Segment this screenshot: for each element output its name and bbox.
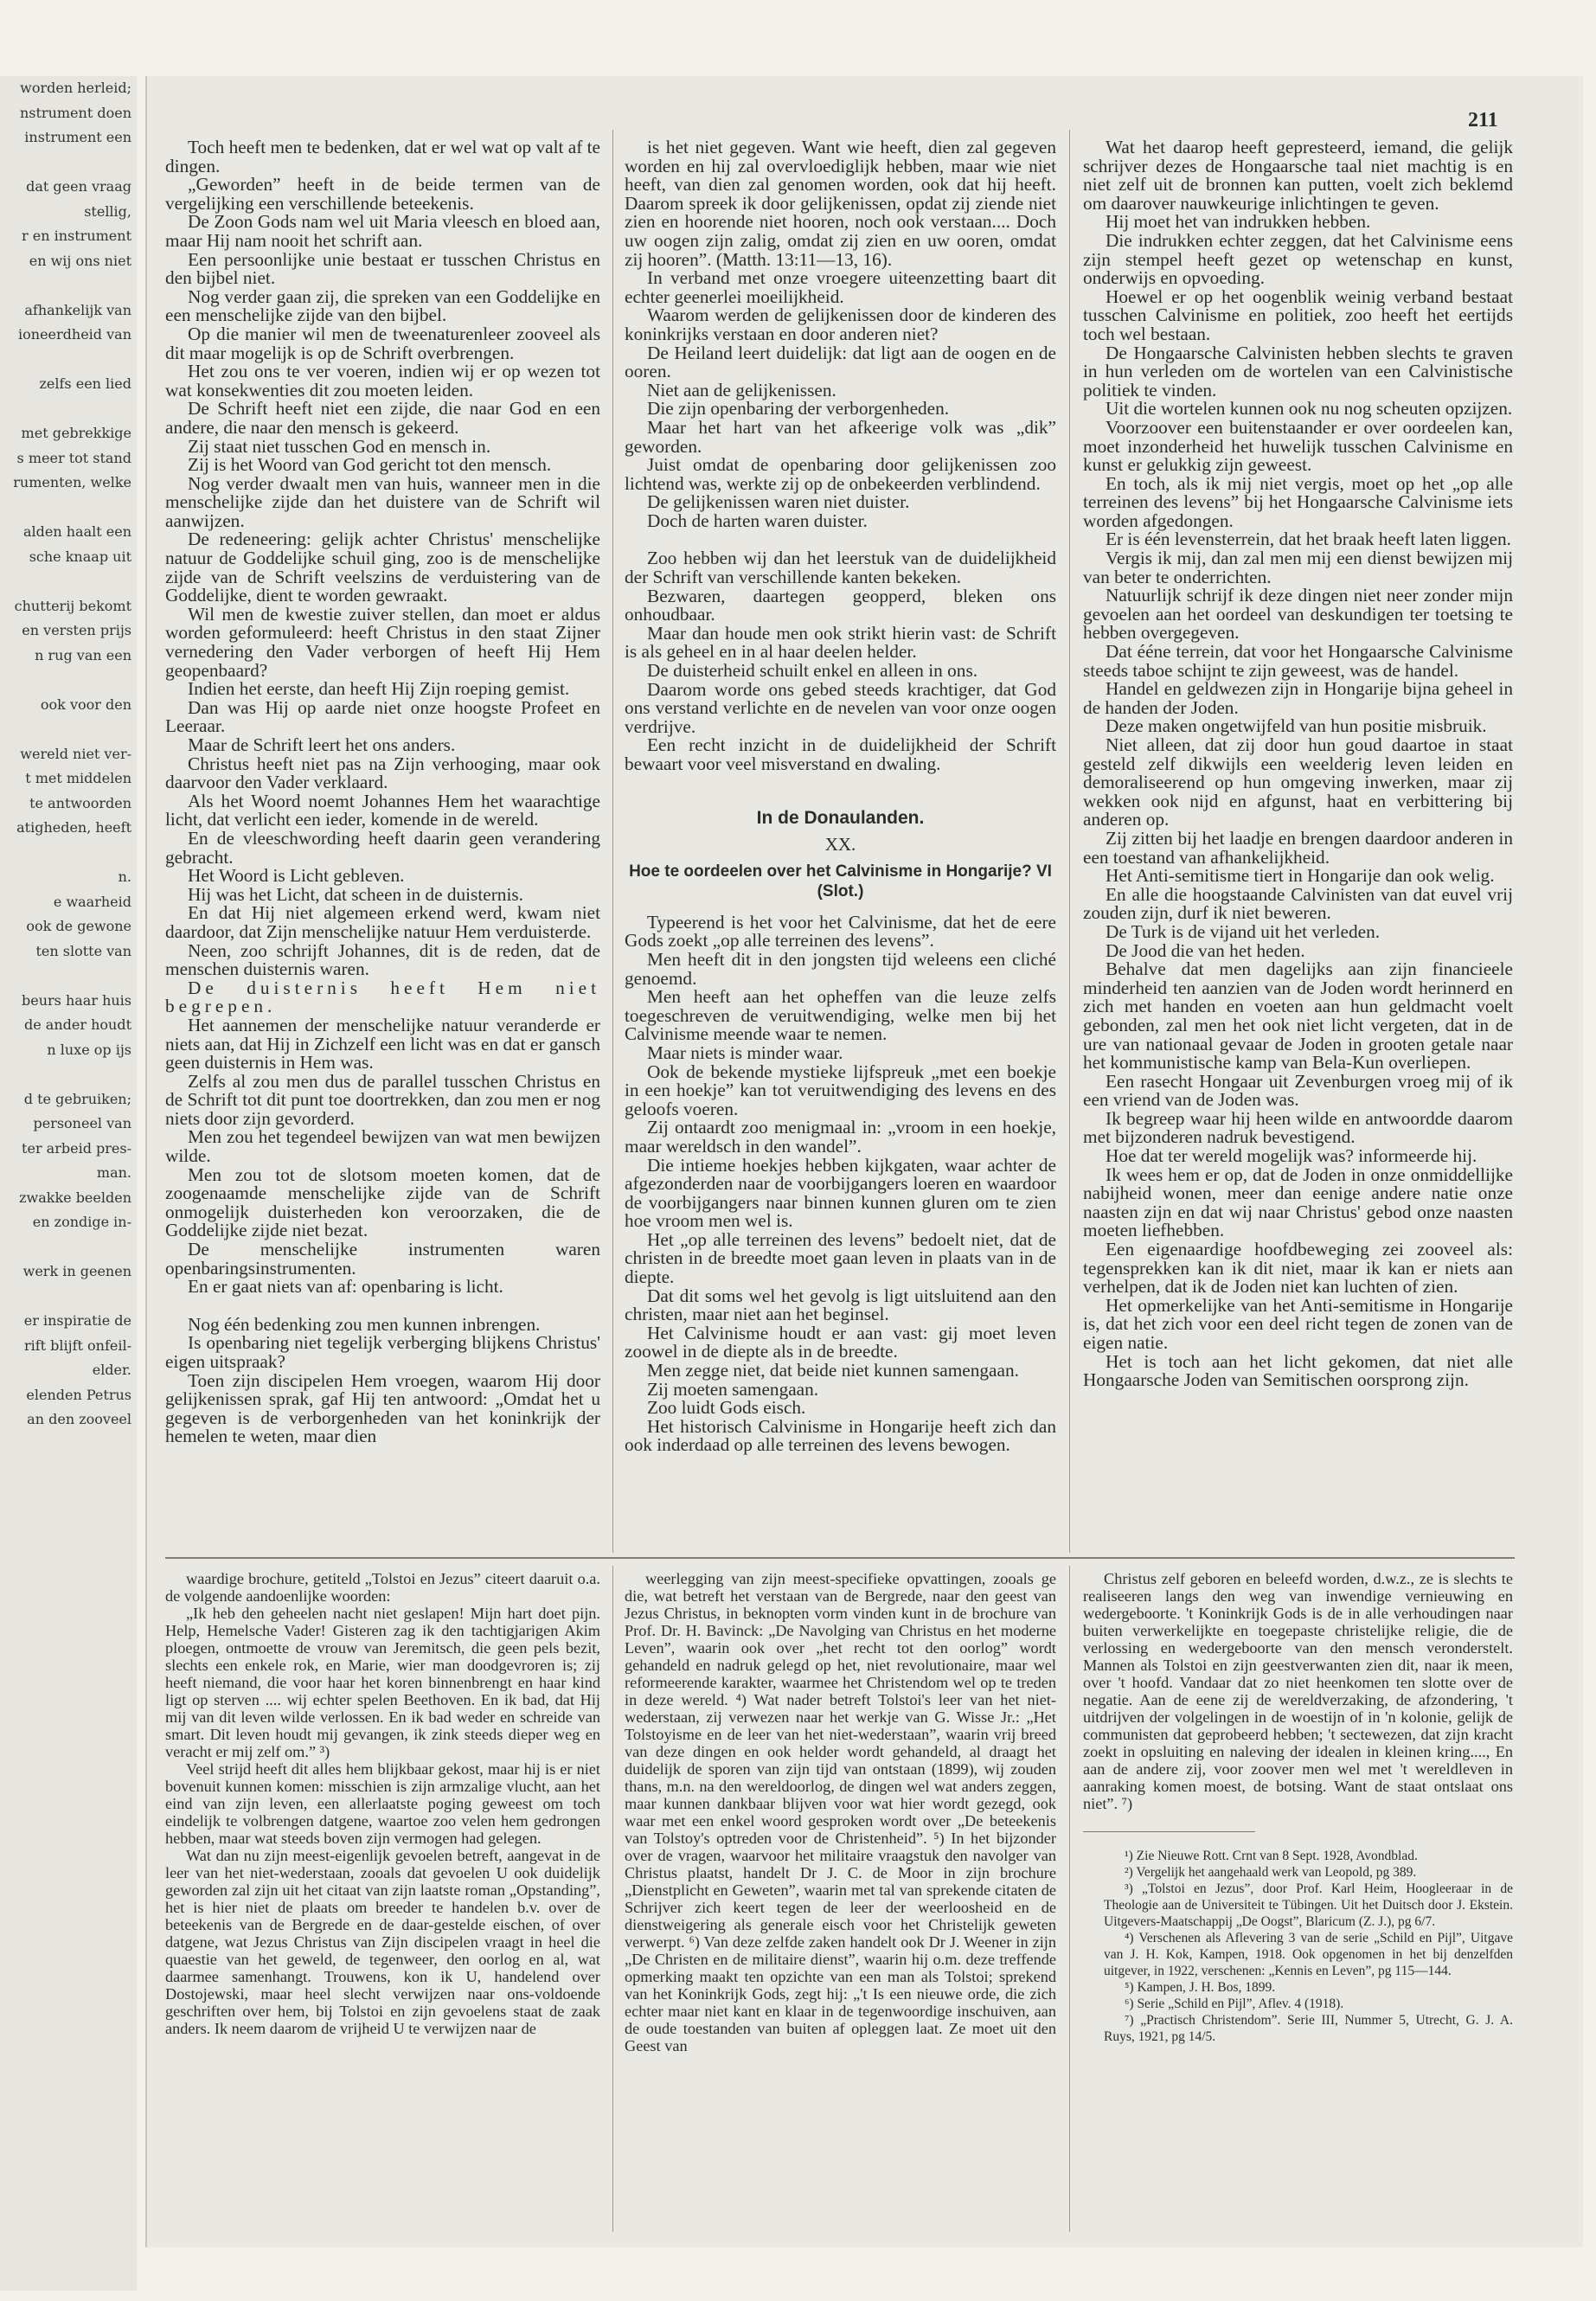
- paragraph: De duisternis heeft Hem niet begrepen.: [165, 977, 600, 1017]
- footnote: ¹) Zie Nieuwe Rott. Crnt van 8 Sept. 1928, Avondblad.: [1125, 1849, 1418, 1863]
- edge-text-fragment: en versten prijs: [22, 622, 131, 638]
- paragraph: „Ik heb den geheelen nacht niet geslapen! Mijn hart doet pijn. Help, Hemelsche Vader! Gisteren zag ik den tachtigjarigen Akim ploegen, ontmoette de vrouw van Jeremitsch, die geen pels bezit, slechts een enkele rok, en Marie, wier man doodgevroren is; zij heeft niemand, die voor haar het koren binnenbrengt en haar kind ligt op sterven .... wij echter spelen Beethoven. En ik bad, dat Hij mij van dit leven wilde verlossen. En ik bad weder en schreide van smart. Dit leven houdt mij gevangen, ik zink steeds dieper weg en veracht er mij zelf om.” ³): [165, 1605, 600, 1760]
- paragraph: Zij zitten bij het laadje en brengen daardoor anderen in een toestand van afhankelijkheid.: [1083, 827, 1513, 868]
- edge-text-fragment: zelfs een lied: [39, 375, 131, 392]
- edge-text-fragment: rift blijft onfeil-: [23, 1336, 131, 1354]
- paragraph: Daarom worde ons gebed steeds krachtiger, dat God ons verstand verlichte en de nevelen van voor onze oogen verdrijve.: [625, 678, 1056, 737]
- edge-text-fragment: elenden Petrus: [26, 1386, 131, 1403]
- edge-text-fragment: elder.: [92, 1362, 131, 1378]
- paragraph: Toch heeft men te bedenken, dat er wel wat op valt af te dingen.: [165, 138, 600, 176]
- paragraph: Wat dan nu zijn meest-eigenlijk gevoelen betreft, aangevat in de leer van het niet-wederstaan, zooals dat gevoelen U ook duidelijk geworden zal zijn uit het citaat van zijn laatste roman „Opstanding”, het is hier niet de plaats om breeder te handelen b.v. over de beteekenis van de Bergrede en de daar-gestelde eischen, of over datgene, wat Jezus Christus van Zijn discipelen vraagt in heel die quaestie van het geweld, de tegenweer, den oorlog en al, wat daarmee samenhangt. Trouwens, kon ik U, handelend over Dostojewski, maar heel slecht verwijzen naar ons-voldoende geschriften over hem, bij Tolstoi en zijn gevoelens staat de zaak anders. Ik neem daarom de vrijheid U te verwijzen naar de: [165, 1847, 600, 2037]
- edge-text-fragment: wereld niet ver-: [20, 745, 131, 762]
- paragraph: Wat het daarop heeft gepresteerd, iemand, die gelijk schrijver dezes de Hongaarsche taal niet machtig is en niet zelf uit de bronnen kan putten, voelt zich beklemd om daarover nauwkeurige inlichtingen te geven.: [1083, 138, 1513, 214]
- edge-text-fragment: n rug van een: [35, 646, 131, 663]
- paragraph: Het „op alle terreinen des levens” bedoelt niet, dat de christen in de breedte moet gaan leven in plaats van in de diepte.: [625, 1228, 1056, 1288]
- paragraph: Men heeft aan het opheffen van die leuze zelfs toegeschreven de veruitwendiging, welke men bij het Calvinisme meende waar te nemen.: [625, 986, 1056, 1045]
- section-subtitle: Hoe te oordeelen over het Calvinisme in Hongarije? VI (Slot.): [629, 862, 1052, 901]
- paragraph: Doch de harten waren duister.: [647, 510, 868, 531]
- previous-page-edge: [0, 76, 137, 2291]
- paragraph: Men zou tot de slotsom moeten komen, dat de zoogenaamde menschelijke zijde van de Schrift onmogelijk duisterheden kon veroorzaken, die de Goddelijke zijde niet bezat.: [165, 1163, 600, 1241]
- paragraph: De menschelijke instrumenten waren openbaringsinstrumenten.: [165, 1239, 600, 1279]
- paragraph: Bezwaren, daartegen geopperd, bleken ons onhoudbaar.: [625, 585, 1056, 625]
- paragraph: Maar niets is minder waar.: [647, 1042, 843, 1063]
- lower-column-2: [625, 1570, 1056, 2227]
- edge-text-fragment: [0, 397, 137, 422]
- footnote: ⁷) „Practisch Christendom”. Serie III, Nummer 5, Utrecht, G. J. A. Ruys, 1921, pg 14/5.: [1104, 2013, 1513, 2044]
- edge-text-fragment: t met middelen: [25, 770, 131, 786]
- edge-text-fragment: [0, 1235, 137, 1260]
- edge-text-fragment: s meer tot stand: [16, 449, 131, 466]
- paragraph: Zoo luidt Gods eisch.: [647, 1397, 806, 1419]
- paragraph: Een rasecht Hongaar uit Zevenburgen vroeg mij of ik een vriend van de Joden was.: [1083, 1070, 1513, 1111]
- paragraph: En alle die hoogstaande Calvinisten van dat euvel vrij zouden zijn, durf ik niet beweren.: [1083, 883, 1513, 924]
- paragraph: Als het Woord noemt Johannes Hem het waarachtige licht, dat verlicht een ieder, komende in de wereld.: [165, 790, 600, 830]
- paragraph: Ook de bekende mystieke lijfspreuk „met een boekje in een hoekje” kan tot veruitwendiging des levens en des geloofs voeren.: [625, 1061, 1056, 1119]
- edge-text-fragment: [0, 841, 137, 866]
- paragraph: Zij is het Woord van God gericht tot den mensch.: [188, 454, 552, 476]
- paragraph: De duisterheid schuilt enkel en alleen in ons.: [647, 660, 978, 682]
- edge-text-fragment: [0, 964, 137, 989]
- paragraph: Is openbaring niet tegelijk verberging blijkens Christus' eigen uitspraak?: [165, 1332, 600, 1372]
- edge-text-fragment: er inspiratie de: [23, 1312, 131, 1329]
- edge-text-fragment: [0, 348, 137, 373]
- footnote-rule: [1083, 1831, 1255, 1832]
- paragraph: Men zegge niet, dat beide niet kunnen samengaan.: [647, 1360, 1019, 1381]
- edge-text-fragment: [0, 717, 137, 742]
- paragraph: En er gaat niets van af: openbaring is licht.: [188, 1276, 503, 1298]
- footnote: ³) „Tolstoi en Jezus”, door Prof. Karl Heim, Hoogleeraar in de Theologie aan de Universiteit te Tübingen. Uit het Duitsch door J. Ekstein. Uitgevers-Maatschappij „De Oogst”, Blaricum (Z. J.), pg 6/7.: [1104, 1881, 1513, 1929]
- paragraph: De Zoon Gods nam wel uit Maria vleesch en bloed aan, maar Hij nam nooit het schrift aan.: [165, 211, 600, 251]
- paragraph: En toch, als ik mij niet vergis, moet op het „op alle terreinen des levens” bij het Hongaarsche Calvinisme iets worden afgedongen.: [1083, 472, 1513, 531]
- paragraph: Het Anti-semitisme tiert in Hongarije dan ook welig.: [1106, 865, 1495, 887]
- paragraph: Ik wees hem er op, dat de Joden in onze onmiddellijke nabijheid wonen, meer dan eenige andere natie onze naasten zijn en dat wij naar Christus' gebod onze naasten moeten liefhebben.: [1083, 1163, 1513, 1241]
- paragraph: En dat Hij niet algemeen erkend werd, kwam niet daardoor, dat Zijn menschelijke natuur Hem verduisterde.: [165, 902, 600, 942]
- paragraph: Het aannemen der menschelijke natuur veranderde er niets aan, dat Hij in Zichzelf een licht was en dat er gansch geen duisternis in Hem was.: [165, 1014, 600, 1074]
- paragraph: Maar de Schrift leert het ons anders.: [188, 734, 456, 755]
- footnote: ⁶) Serie „Schild en Pijl”, Aflev. 4 (1918).: [1125, 1997, 1344, 2011]
- paragraph: Hij moet het van indrukken hebben.: [1106, 211, 1371, 233]
- paragraph: Dat ééne terrein, dat voor het Hongaarsche Calvinisme steeds taboe schijnt te zijn geweest, was de handel.: [1083, 641, 1513, 681]
- paragraph: Christus heeft niet pas na Zijn verhooging, maar ook daarvoor den Vader verklaard.: [165, 753, 600, 793]
- edge-text-fragment: instrument een: [24, 129, 131, 145]
- edge-text-fragment: n luxe op ijs: [47, 1041, 131, 1058]
- paragraph: De Jood die van het heden.: [1106, 939, 1305, 961]
- edge-text-fragment: chutterij bekomt: [14, 597, 131, 614]
- edge-text-fragment: sche knaap uit: [29, 548, 131, 565]
- paragraph: Nog verder dwaalt men van huis, wanneer men in die menschelijke zijde dan het duistere van de Schrift wil aanwijzen.: [165, 472, 600, 531]
- paragraph: Men zou het tegendeel bewijzen van wat men bewijzen wilde.: [165, 1126, 600, 1167]
- paragraph: Typeerend is het voor het Calvinisme, dat het de eere Gods zoekt „op alle terreinen des levens”.: [625, 911, 1056, 952]
- paragraph: waardige brochure, getiteld „Tolstoi en Jezus” citeert daaruit o.a. de volgende aandoenlijke woorden:: [165, 1570, 600, 1605]
- paragraph: Het zou ons te ver voeren, indien wij er op wezen tot wat konsekwenties dit zou moeten leiden.: [165, 361, 600, 401]
- paragraph: Een eigenaardige hoofdbeweging zei zooveel als: tegensprekken kan ik dit niet, maar ik kan er niets aan verhelpen, dat ik de Joden niet kan luchten of zien.: [1083, 1239, 1513, 1298]
- edge-text-fragment: [0, 496, 137, 521]
- paragraph: Het Calvinisme houdt er aan vast: gij moet leven zoowel in de diepte als in de breedte.: [625, 1322, 1056, 1362]
- edge-text-fragment: [0, 1062, 137, 1087]
- edge-text-fragment: ioneerdheid van: [18, 326, 131, 343]
- paragraph: Op die manier wil men de tweenaturenleer zooveel als dit maar mogelijk is op de Schrift overbrengen.: [165, 323, 600, 363]
- paragraph: Niet aan de gelijkenissen.: [647, 379, 836, 401]
- paragraph: Maar dan houde men ook strikt hierin vast: de Schrift is als geheel en in al haar deelen helder.: [625, 622, 1056, 663]
- column-separator: [612, 130, 613, 1553]
- paragraph: Er is één levensterrein, dat het braak heeft laten liggen.: [1106, 529, 1511, 550]
- edge-text-fragment: afhankelijk van: [24, 301, 131, 318]
- paragraph: Neen, zoo schrijft Johannes, dit is de reden, dat de menschen duisternis waren.: [165, 939, 600, 980]
- lower-column-3: [1083, 1570, 1513, 2227]
- column-separator: [612, 1566, 613, 2232]
- paragraph: In verband met onze vroegere uiteenzetting baart dit echter geenerlei moeilijkheid.: [625, 267, 1056, 307]
- paragraph: Het is toch aan het licht gekomen, dat niet alle Hongaarsche Joden van Semitischen oorsprong zijn.: [1083, 1350, 1513, 1391]
- edge-text-fragment: ter arbeid pres-: [22, 1139, 131, 1157]
- edge-text-fragment: man.: [96, 1164, 131, 1181]
- paragraph: De Schrift heeft niet een zijde, die naar God en een andere, die naar den mensch is gekeerd.: [165, 398, 600, 438]
- paragraph: Hoe dat ter wereld mogelijk was? informeerde hij.: [1106, 1145, 1477, 1167]
- paragraph: Men heeft dit in den jongsten tijd weleens een cliché genoemd.: [625, 948, 1056, 989]
- paragraph: Die indrukken echter zeggen, dat het Calvinisme eens zijn stempel heeft gezet op wetenschap en kunst, onderwijs en opvoeding.: [1083, 229, 1513, 289]
- footnote: ²) Vergelijk het aangehaald werk van Leopold, pg 389.: [1125, 1865, 1417, 1880]
- page-number: 211: [1468, 109, 1498, 131]
- edge-text-fragment: werk in geenen: [22, 1263, 131, 1279]
- paragraph: Deze maken ongetwijfeld van hun positie misbruik.: [1106, 715, 1487, 737]
- paragraph: En de vleeschwording heeft daarin geen verandering gebracht.: [165, 827, 600, 868]
- paragraph: De redeneering: gelijk achter Christus' menschelijke natuur de Goddelijke schuil ging, zoo is de menschelijke zijde van de Schrift veelszins de verduistering van de Goddelijke, dient te worden gewraakt.: [165, 529, 600, 606]
- paragraph: Zelfs al zou men dus de parallel tusschen Christus en de Schrift tot dit punt toe doortrekken, dan zou men er nog niets door zijn gevorderd.: [165, 1070, 600, 1129]
- paragraph: Niet alleen, dat zij door hun goud daartoe in staat gesteld zelf dikwijls een weelderig leven leiden en demoraliseerend op hun omgeving inwerken, maar zij wekken ook nijd en afgunst, haat en verbittering bij anderen op.: [1083, 734, 1513, 830]
- article-column-1: [165, 138, 600, 1540]
- paragraph: Maar het hart van het afkeerige volk was „dik” geworden.: [625, 416, 1056, 457]
- paragraph: Die intieme hoekjes hebben kijkgaten, waar achter de afgezonderden naar de voorbijgangers loeren en waardoor de voorbijgangers naar binnen kunnen gluren om te zien hoe vroom men wel is.: [625, 1154, 1056, 1232]
- edge-text-fragment: en zondige in-: [32, 1214, 131, 1230]
- edge-text-fragment: en wij ons niet: [29, 252, 131, 269]
- column-separator: [1069, 130, 1070, 1553]
- paragraph: Het Woord is Licht gebleven.: [188, 865, 405, 887]
- edge-text-fragment: dat geen vraag: [26, 178, 131, 195]
- paragraph: is het niet gegeven. Want wie heeft, dien zal gegeven worden en hij zal overvloediglijk hebben, maar wie niet heeft, van dien zal genomen worden, ook dat hij heeft. Daarom spreek ik door gelijkenissen, opdat zij ziende niet zien en hoorende niet hooren, noch ook verstaan.... Doch uw oogen zijn zalig, omdat zij zien en uw ooren, omdat zij hooren”. (Matth. 13:11—13, 16).: [625, 138, 1056, 270]
- edge-text-fragment: r en instrument: [22, 228, 131, 244]
- paragraph: De gelijkenissen waren niet duister.: [647, 491, 910, 513]
- edge-text-fragment: met gebrekkige: [21, 425, 131, 441]
- edge-text-fragment: alden haalt een: [22, 523, 131, 540]
- edge-text-fragment: ten slotte van: [35, 942, 131, 959]
- edge-text-fragment: te antwoorden: [29, 794, 131, 811]
- paragraph: Hoewel er op het oogenblik weinig verband bestaat tusschen Calvinisme en politiek, zoo heeft het eertijds toch wel bestaan.: [1083, 285, 1513, 344]
- section-divider: [165, 1557, 1515, 1559]
- paragraph: Hij was het Licht, dat scheen in de duisternis.: [188, 883, 523, 905]
- paragraph: Natuurlijk schrijf ik deze dingen niet neer zonder mijn gevoelen aan het oordeel van deskundigen ter toetsing te hebben overgegeven.: [1083, 585, 1513, 644]
- paragraph: Handel en geldwezen zijn in Hongarije bijna geheel in de handen der Joden.: [1083, 678, 1513, 718]
- paragraph: Indien het eerste, dan heeft Hij Zijn roeping gemist.: [188, 678, 570, 700]
- edge-text-fragment: zwakke beelden: [19, 1189, 131, 1206]
- edge-text-fragment: ook de gewone: [26, 918, 131, 934]
- footnote: ⁵) Kampen, J. H. Bos, 1899.: [1125, 1980, 1276, 1995]
- edge-text-fragment: rumenten, welke: [13, 474, 131, 490]
- paragraph: Zij staat niet tusschen God en mensch in.: [188, 435, 491, 457]
- paragraph: Behalve dat men dagelijks aan zijn financieele minderheid ten aanzien van de Joden wordt herinnerd en zich met handen en voeten aan hun geldmacht voelt gebonden, zal men het ook niet licht vergeten, dat in de ure van nationaal gevaar de Joden in grooten getale naar het kommunistische kamp van Bela-Kun overliepen.: [1083, 958, 1513, 1074]
- edge-text-fragment: [0, 569, 137, 594]
- paragraph: Nog één bedenking zou men kunnen inbrengen.: [188, 1313, 541, 1335]
- paragraph: Zij ontaardt zoo menigmaal in: „vroom in een hoekje, maar wereldsch in den wandel”.: [625, 1117, 1056, 1157]
- paragraph: Toen zijn discipelen Hem vroegen, waarom Hij door gelijkenissen sprak, gaf Hij ten antwoord: „Omdat het u gegeven is de verborgenheden van het koninkrijk der hemelen te weten, maar dien: [165, 1369, 600, 1447]
- article-column-2: [625, 138, 1056, 1540]
- paragraph: Wil men de kwestie zuiver stellen, dan moet er aldus worden geformuleerd: heeft Christus in den staat Zijner vernedering den Vader verborgen of heeft Hij Hem geopenbaard?: [165, 603, 600, 681]
- paragraph: De Turk is de vijand uit het verleden.: [1106, 920, 1381, 942]
- paragraph: Het historisch Calvinisme in Hongarije heeft zich dan ook inderdaad op alle terreinen des levens bewogen.: [625, 1415, 1056, 1456]
- paragraph: „Geworden” heeft in de beide termen van de vergelijking een verschillende beteekenis.: [165, 174, 600, 214]
- paragraph: Die zijn openbaring der verborgenheden.: [647, 398, 950, 420]
- column-separator: [1069, 1566, 1070, 2232]
- paragraph: Het opmerkelijke van het Anti-semitisme in Hongarije is, dat het zich voor een deel richt tegen de zonen van de eigen natie.: [1083, 1294, 1513, 1353]
- paragraph: weerlegging van zijn meest-specifieke opvattingen, zooals ge die, wat betreft het verstaan van de Bergrede, naar den geest van Jezus Christus, in beknopten vorm vinden kunt in de brochure van Prof. Dr. H. Bavinck: „De Navolging van Christus en het moderne Leven”, waarin ook over „het recht tot den oorlog” wordt gehandeld en nadruk gelegd op het, niet revolutionaire, maar wel reformeerende karakter, waarmee het Christendom wel op te treden in deze wereld. ⁴) Wat nader betreft Tolstoi's leer van het niet-wederstaan, zij verwezen naar het werkje van G. Wisse Jr.: „Het Tolstoyisme en de leer van het niet-wederstaan”, waarin vrij breed van deze dingen en ook helder wordt gehandeld, al draagt het duidelijk de sporen van zijn tijd van ontstaan (1899), wij zouden thans, m.n. na den wereldoorlog, de dingen wel wat anders zeggen, maar kunnen dankbaar blijven voor wat hier wordt gezegd, ook waar met een enkel woord gesproken wordt over „De beteekenis van Tolstoy's optreden voor de Christenheid”. ⁵) In het bijzonder over de vragen, waarvoor het militaire vraagstuk den navolger van Christus plaatst, handelt Dr J. C. de Moor in zijn brochure „Dienstplicht en Geweten”, waarin met tal van sprekende citaten de Schrijver zich keert tegen de leer der weerloosheid en de dienstweigering als generale eisch voor het Christelijk geweten verwerpt. ⁶) Van deze zelfde zaken handelt ook Dr J. Weener in zijn „De Christen en de militaire dienst”, waarin hij o.m. deze treffende opmerking maakt ten opzichte van een man als Tolstoi; sprekend van het Koninkrijk Gods, zegt hij: „'t Is een nieuwe orde, die zich echter maar niet kant en klaar in de tegenwoordige inschuiven, aan de oude toestanden van buiten af opleggen laat. Ze moet uit den Geest van: [625, 1570, 1056, 2054]
- edge-text-fragment: [0, 668, 137, 693]
- edge-text-fragment: stellig,: [84, 202, 131, 220]
- paragraph: Juist omdat de openbaring door gelijkenissen zoo lichtend was, werkte zij op de onbekeerden verblindend.: [625, 454, 1056, 494]
- edge-text-fragment: [0, 1285, 137, 1310]
- paragraph: Waarom werden de gelijkenissen door de kinderen des koninkrijks verstaan en door anderen niet?: [625, 304, 1056, 344]
- paragraph: Christus zelf geboren en beleefd worden, d.w.z., ze is slechts te realiseeren langs den weg van inwendige vernieuwing en wedergeboorte. 't Koninkrijk Gods is de in alle verhoudingen naar buiten verwerkelijkte en toegepaste christelijke religie, die de verlossing en wedergeboorte van den mensch veronderstelt. Mannen als Tolstoi en zijn geestverwanten zien dit, naar ik meen, over 't hoofd. Vandaar dat zo niet heenkomen ten slotte over de negatie. Aan de eene zij de wereldverzaking, de afzondering, 't uitdrijven der volgelingen in de woestijn of in 'n kolonie, gelijk de communisten dat geprobeerd hebben; 't sectewezen, dat zijn kracht zoekt in opsluiting en naleving der idealen in kleinen kring...., En aan de andere zij, voor zoover men wel met 't wereldleven in aanraking komen moest, de botsing. Want de staat ontslaat ons niet”. ⁷): [1083, 1570, 1513, 1812]
- paragraph: De Heiland leert duidelijk: dat ligt aan de oogen en de ooren.: [625, 342, 1056, 382]
- edge-text-fragment: de ander houdt: [24, 1016, 131, 1033]
- edge-text-fragment: atigheden, heeft: [16, 819, 131, 836]
- paragraph: Nog verder gaan zij, die spreken van een Goddelijke en een menschelijke zijde van den bijbel.: [165, 285, 600, 326]
- section-title: In de Donaulanden.: [756, 807, 925, 828]
- edge-text-fragment: e waarheid: [53, 893, 131, 910]
- paragraph: Zoo hebben wij dan het leerstuk van de duidelijkheid der Schrift van verschillende kanten bekeken.: [625, 548, 1056, 588]
- paragraph: Vergis ik mij, dan zal men mij een dienst bewijzen mij van beter te onderrichten.: [1083, 548, 1513, 587]
- edge-text-fragment: an den zooveel: [27, 1411, 131, 1427]
- edge-text-fragment: n.: [118, 868, 131, 885]
- paragraph: De Hongaarsche Calvinisten hebben slechts te graven in hun verleden om de wortelen van een Calvinistische politiek te vinden.: [1083, 342, 1513, 401]
- paragraph: Voorzoover een buitenstaander er over oordeelen kan, moet inzonderheid het huwelijk tusschen Calvinisme en kunst er gelukkig zijn geweest.: [1083, 416, 1513, 476]
- edge-text-fragment: [0, 273, 137, 298]
- paragraph: Een persoonlijke unie bestaat er tusschen Christus en den bijbel niet.: [165, 248, 600, 289]
- paragraph: Veel strijd heeft dit alles hem blijkbaar gekost, maar hij is er niet bovenuit kunnen komen: misschien is zijn armzalige vlucht, aan het eind van zijn leven, een allerlaatste poging geweest om toch eindelijk te volbrengen datgene, waartoe zoo velen hem gedrongen hebben, maar wat steeds boven zijn vermogen had gelegen.: [165, 1760, 600, 1847]
- paragraph: Zij moeten samengaan.: [647, 1378, 819, 1400]
- edge-text-fragment: ook voor den: [40, 695, 131, 713]
- edge-text-fragment: nstrument doen: [19, 104, 131, 121]
- paragraph: Ik begreep waar hij heen wilde en antwoordde daarom met bijzonderen nadruk bevestigend.: [1083, 1107, 1513, 1148]
- paragraph: Een recht inzicht in de duidelijkheid der Schrift bewaart voor veel misverstand en dwaling.: [625, 734, 1056, 774]
- article-column-3: [1083, 138, 1513, 1540]
- paragraph: Dan was Hij op aarde niet onze hoogste Profeet en Leeraar.: [165, 696, 600, 737]
- footnote: ⁴) Verschenen als Aflevering 3 van de serie „Schild en Pijl”, Uitgave van J. H. Kok, Kampen, 1918. Ook opgenomen in het bij denzelfden uitgever, in 1922, verschenen: „Kennis en Leven”, pg 115—144.: [1104, 1931, 1513, 1978]
- paragraph: Dat dit soms wel het gevolg is ligt uitsluitend aan den christen, maar niet aan het beginsel.: [625, 1285, 1056, 1325]
- section-number: XX.: [824, 834, 856, 856]
- lower-column-1: [165, 1570, 600, 2227]
- edge-text-fragment: personeel van: [33, 1115, 131, 1131]
- edge-text-fragment: d te gebruiken;: [23, 1090, 131, 1107]
- edge-text-fragment: beurs haar huis: [21, 991, 131, 1009]
- paragraph: Uit die wortelen kunnen ook nu nog scheuten opzijzen.: [1106, 398, 1513, 420]
- edge-text-fragment: [0, 151, 137, 176]
- edge-text-fragment: worden herleid;: [20, 80, 131, 96]
